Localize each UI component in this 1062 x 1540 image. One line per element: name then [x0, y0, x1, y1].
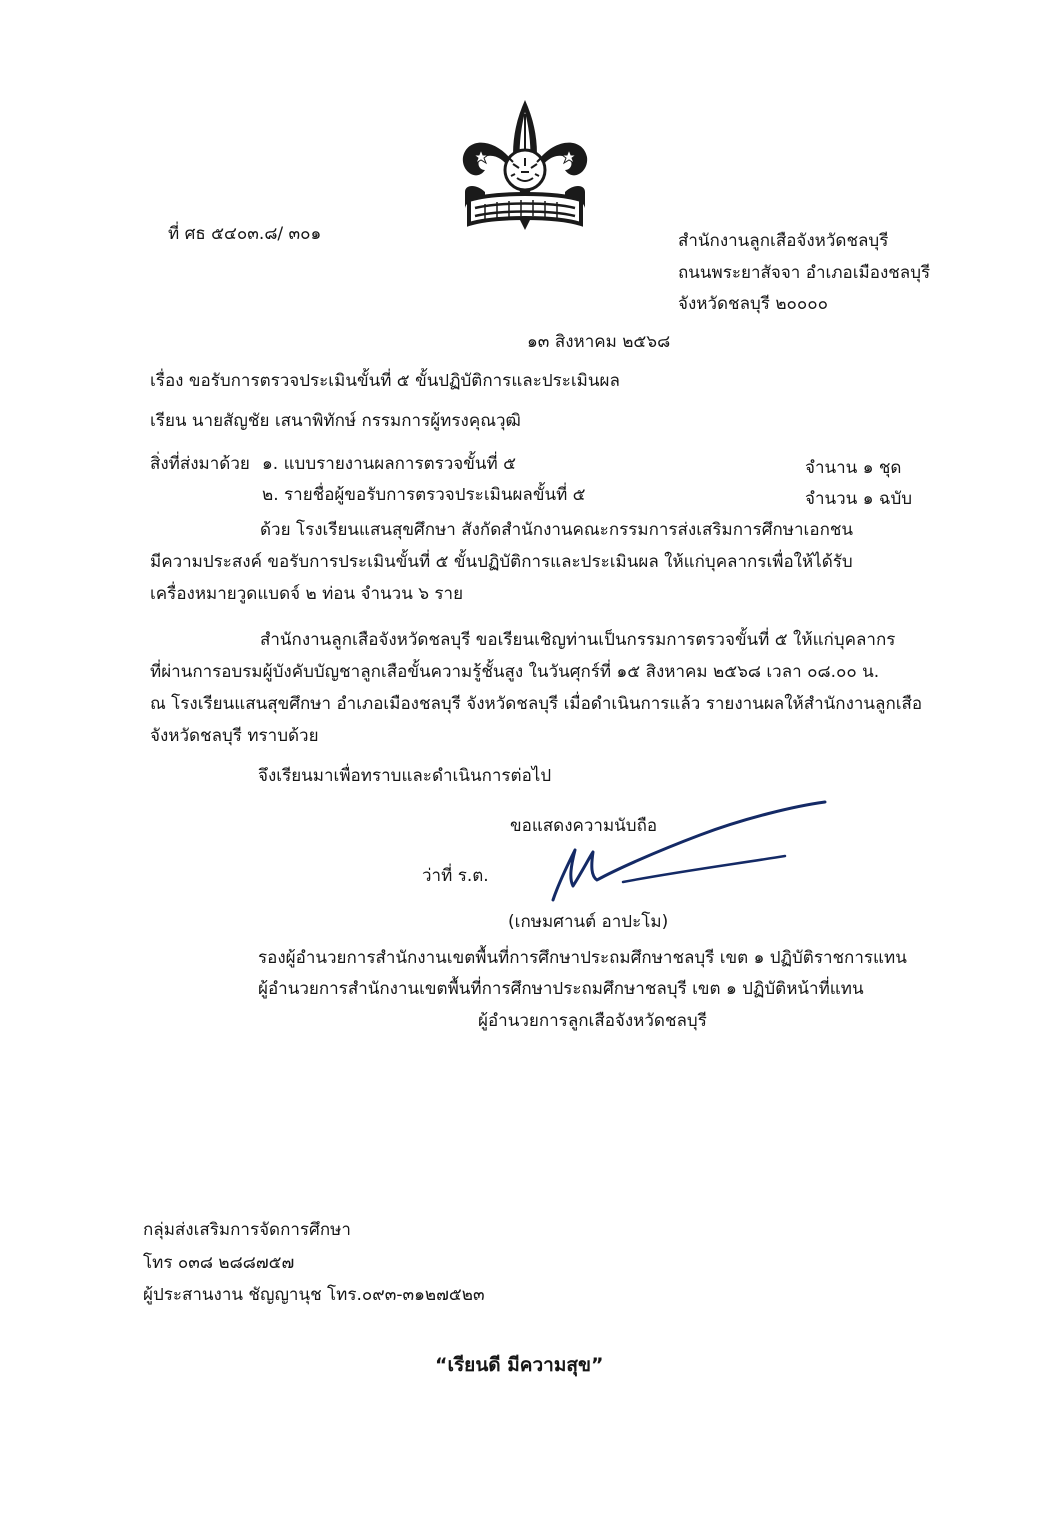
sender-address-line-3: จังหวัดชลบุรี ๒๐๐๐๐ — [678, 294, 829, 314]
paragraph-2-line-2: ที่ผ่านการอบรมผู้บังคับบัญชาลูกเสือขั้นความรู้ชั้นสูง ในวันศุกร์ที่ ๑๕ สิงหาคม ๒๕๖๘ เวลา ๐๘.๐๐ น. — [150, 662, 880, 682]
valediction: ขอแสดงความนับถือ — [510, 816, 658, 836]
signatory-position-3: ผู้อำนวยการลูกเสือจังหวัดชลบุรี — [478, 1011, 707, 1031]
contact-coordinator: ผู้ประสานงาน ชัญญานุช โทร.๐๙๓-๓๑๒๗๕๒๓ — [143, 1285, 485, 1305]
signatory-rank: ว่าที่ ร.ต. — [422, 866, 489, 886]
paragraph-2-line-3: ณ โรงเรียนแสนสุขศึกษา อำเภอเมืองชลบุรี จังหวัดชลบุรี เมื่อดำเนินการแล้ว รายงานผลให้สำนักงานลูกเสือ — [150, 694, 923, 714]
subject-line: เรื่อง ขอรับการตรวจประเมินขั้นที่ ๕ ขั้นปฏิบัติการและประเมินผล — [150, 371, 620, 391]
recipient-line: เรียน นายสัญชัย เสนาพิทักษ์ กรรมการผู้ทรงคุณวุฒิ — [150, 411, 521, 431]
paragraph-2-line-4: จังหวัดชลบุรี ทราบด้วย — [150, 726, 319, 746]
enclosure-qty-1: จำนาน ๑ ชุด — [805, 458, 902, 478]
school-motto: “เรียนดี มีความสุข” — [435, 1354, 604, 1376]
body-paragraph-2 — [150, 624, 930, 752]
enclosures-label: สิ่งที่ส่งมาด้วย — [150, 454, 250, 474]
closing-request: จึงเรียนมาเพื่อทราบและดำเนินการต่อไป — [258, 766, 552, 786]
paragraph-2-line-1: สำนักงานลูกเสือจังหวัดชลบุรี ขอเรียนเชิญท่านเป็นกรรมการตรวจขั้นที่ ๕ ให้แก่บุคลากร — [260, 630, 896, 650]
handwritten-signature — [535, 800, 835, 910]
letter-date: ๑๓ สิงหาคม ๒๕๖๘ — [527, 332, 671, 352]
sender-address-line-1: สำนักงานลูกเสือจังหวัดชลบุรี — [678, 231, 889, 251]
enclosure-item-2: ๒. รายชื่อผู้ขอรับการตรวจประเมินผลขั้นที่ ๕ — [262, 485, 586, 505]
enclosure-qty-2: จำนวน ๑ ฉบับ — [805, 489, 913, 509]
signatory-position-2: ผู้อำนวยการสำนักงานเขตพื้นที่การศึกษาประถมศึกษาชลบุรี เขต ๑ ปฏิบัติหน้าที่แทน — [258, 979, 864, 999]
paragraph-1-line-2: มีความประสงค์ ขอรับการประเมินขั้นที่ ๕ ขั้นปฏิบัติการและประเมินผล ให้แก่บุคลากรเพื่อให้ได้รับ — [150, 552, 853, 572]
scout-emblem-logo — [455, 92, 595, 242]
paragraph-1-line-1: ด้วย โรงเรียนแสนสุขศึกษา สังกัดสำนักงานคณะกรรมการส่งเสริมการศึกษาเอกชน — [260, 520, 854, 540]
contact-unit: กลุ่มส่งเสริมการจัดการศึกษา — [143, 1220, 351, 1240]
contact-phone: โทร ๐๓๘ ๒๘๘๗๕๗ — [143, 1253, 295, 1273]
paragraph-1-line-3: เครื่องหมายวูดแบดจ์ ๒ ท่อน จำนวน ๖ ราย — [150, 584, 464, 604]
body-paragraph-1 — [150, 514, 930, 610]
reference-number: ที่ ศธ ๕๔๐๓.๘/ ๓๐๑ — [168, 224, 322, 244]
sender-address-line-2: ถนนพระยาสัจจา อำเภอเมืองชลบุรี — [678, 263, 931, 283]
signatory-name: (เกษมศานต์ อาปะโม) — [508, 912, 669, 932]
signatory-position-1: รองผู้อำนวยการสำนักงานเขตพื้นที่การศึกษาประถมศึกษาชลบุรี เขต ๑ ปฏิบัติราชการแทน — [258, 948, 907, 968]
enclosure-item-1: ๑. แบบรายงานผลการตรวจขั้นที่ ๕ — [262, 454, 516, 474]
